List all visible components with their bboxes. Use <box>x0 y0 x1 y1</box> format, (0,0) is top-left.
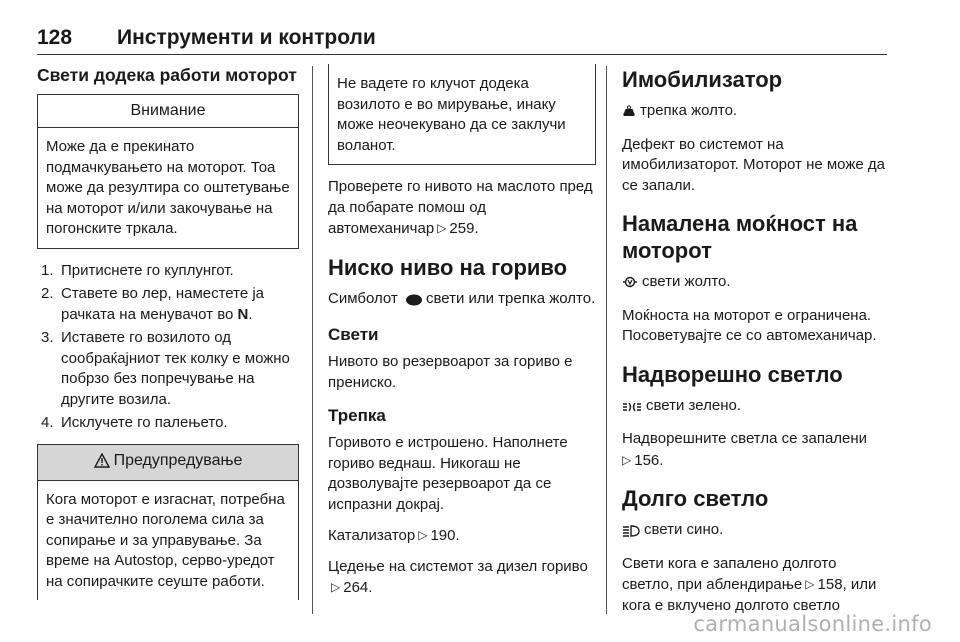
section-title: Свети додека работи моторот <box>37 65 297 85</box>
column-2 <box>328 64 596 609</box>
danger-box-title: Предупредување <box>38 445 298 481</box>
fuel-drop-icon <box>405 292 423 313</box>
danger-box-text: Кога моторот е изгаснат, потребна е значително поголема сила за сопирање и за управување. За време на Autostop, серво-уредот на сопирачките сеуште работи. <box>46 490 285 590</box>
fuel-heading: Ниско ниво на гориво <box>328 254 568 280</box>
column-divider <box>606 66 607 614</box>
steps-list <box>37 261 299 434</box>
catalyst-paragraph: Катализатор ▷ 190. <box>328 527 460 544</box>
column-divider <box>312 66 313 614</box>
lit-heading: Свети <box>328 325 379 344</box>
list-item: 1. Притиснете го куплунгот. <box>41 261 234 279</box>
danger-box-continued-text: Не вадете го клучот додека возилото е во мирување, инаку може неочекувано да се заклучи воланот. <box>337 75 566 154</box>
exterior-light-status: свети зелено. <box>622 396 888 420</box>
watermark: carmanualsonline.info <box>693 612 932 636</box>
page-ref-icon: ▷ <box>437 221 447 235</box>
high-beam-status: свети сино. <box>622 520 888 544</box>
flash-heading: Трепка <box>328 406 386 425</box>
list-item: 2. Ставете во лер, наместете ја рачката на менувачот во N. <box>41 285 265 323</box>
high-beam-heading: Долго светло <box>622 486 769 511</box>
column-1 <box>37 64 299 600</box>
fuel-symbol-paragraph: Симболот свети или трепка жолто. <box>328 289 596 313</box>
exterior-light-heading: Надворешно светло <box>622 361 843 387</box>
check-oil-paragraph: Проверете го нивото на маслото пред да побарате помош од автомеханичар ▷ 259. <box>328 178 593 237</box>
page-ref-icon: ▷ <box>418 528 428 542</box>
page-ref-icon: ▷ <box>805 577 815 591</box>
reduced-power-heading: Намалена моќност на моторот <box>622 211 858 263</box>
danger-box <box>37 444 299 601</box>
warning-box-title: Внимание <box>38 95 298 128</box>
page-header <box>37 26 887 52</box>
reduced-power-status: свети жолто. <box>622 272 888 296</box>
high-beam-paragraph: Свети кога е запалено долгото светло, при аблендирање ▷ 158, или кога е вклучено долгото светло <box>622 554 877 614</box>
list-item: 3. Иставете го возилото од сообраќајниот тек колку е можно побрзо без попречување на другите возила. <box>41 329 290 408</box>
parking-light-icon <box>622 399 642 420</box>
exterior-light-paragraph: Надворешните светла се запалени ▷ 156. <box>622 430 868 469</box>
list-item: 4. Исклучете го палењето. <box>41 414 228 431</box>
flash-paragraph: Горивото е истрошено. Наполнете гориво веднаш. Никогаш не дозволувајте резервоарот да се испразни докрај. <box>328 434 568 513</box>
car-key-icon <box>622 104 636 125</box>
high-beam-icon <box>622 523 640 544</box>
column-3 <box>622 64 888 626</box>
lit-paragraph: Нивото во резервоарот за гориво е прениско. <box>328 353 573 391</box>
diesel-paragraph: Цедење на системот за дизел гориво▷ 264. <box>328 557 588 596</box>
reduced-power-paragraph: Моќноста на моторот е ограничена. Посоветувајте се со автомеханичар. <box>622 306 877 344</box>
chapter-title: Инструменти и контроли <box>117 26 376 49</box>
immobilizer-heading: Имобилизатор <box>622 67 783 92</box>
immobilizer-paragraph: Дефект во системот на имобилизаторот. Моторот не може да се запали. <box>622 135 885 194</box>
warning-box-text: Може да е прекинато подмачкувањето на моторот. Тоа може да резултира со оштетување на моторот и/или закочување на погонските тркала. <box>46 138 290 237</box>
immobilizer-status: трепка жолто. <box>622 101 888 125</box>
engine-power-icon <box>622 275 638 296</box>
warning-box <box>37 94 299 249</box>
warning-triangle-icon <box>94 453 110 473</box>
header-rule <box>37 54 887 55</box>
page-ref-icon: ▷ <box>622 452 632 467</box>
page-ref-icon: ▷ <box>331 580 341 594</box>
danger-box-continued <box>328 64 596 165</box>
page-number: 128 <box>37 26 73 49</box>
